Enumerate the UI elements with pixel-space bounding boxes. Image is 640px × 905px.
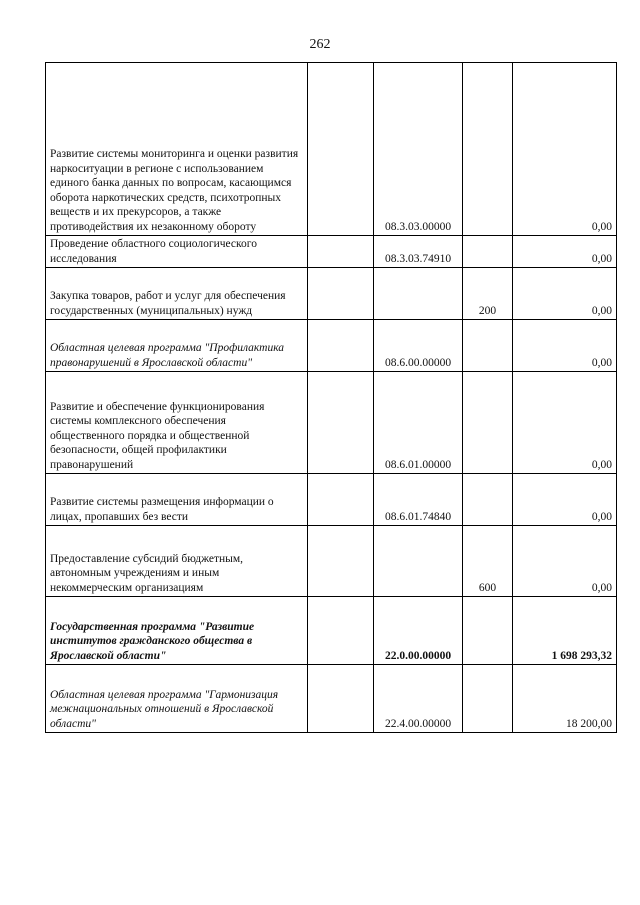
target-article-code: 08.3.03.00000 — [374, 63, 463, 236]
amount: 0,00 — [513, 526, 617, 597]
empty-cell — [308, 665, 374, 733]
expense-type-code — [463, 372, 513, 474]
amount: 0,00 — [513, 268, 617, 320]
expense-type-code: 200 — [463, 268, 513, 320]
amount: 0,00 — [513, 372, 617, 474]
row-name: Предоставление субсидий бюджетным, автономным учреждениям и иным некоммерческим организациям — [46, 526, 308, 597]
table-row — [46, 526, 617, 597]
amount: 1 698 293,32 — [513, 597, 617, 665]
expense-type-code — [463, 236, 513, 268]
expense-type-code — [463, 474, 513, 526]
empty-cell — [308, 526, 374, 597]
expense-type-code — [463, 597, 513, 665]
row-name: Развитие и обеспечение функционирования системы комплексного обеспечения общественного порядка и общественной безопасности, общей профилактики правонарушений — [46, 372, 308, 474]
row-name: Развитие системы мониторинга и оценки развития наркоситуации в регионе с использованием единого банка данных по вопросам, касающимся оборота наркотических средств, психотропных веществ и их прекурсоров, а также противодействия их незаконному обороту — [46, 63, 308, 236]
target-article-code — [374, 268, 463, 320]
empty-cell — [308, 474, 374, 526]
amount: 18 200,00 — [513, 665, 617, 733]
amount: 0,00 — [513, 236, 617, 268]
table-row — [46, 597, 617, 665]
table-row — [46, 665, 617, 733]
row-name: Областная целевая программа "Гармонизация межнациональных отношений в Ярославской области" — [46, 665, 308, 733]
page-number: 262 — [309, 37, 331, 52]
row-name: Проведение областного социологического исследования — [46, 236, 308, 268]
target-article-code: 22.0.00.00000 — [374, 597, 463, 665]
amount: 0,00 — [513, 474, 617, 526]
row-name: Государственная программа "Развитие институтов гражданского общества в Ярославской области" — [46, 597, 308, 665]
target-article-code: 08.3.03.74910 — [374, 236, 463, 268]
table-row — [46, 320, 617, 372]
empty-cell — [308, 372, 374, 474]
empty-cell — [308, 268, 374, 320]
table-row — [46, 268, 617, 320]
empty-cell — [308, 236, 374, 268]
empty-cell — [308, 63, 374, 236]
empty-cell — [308, 597, 374, 665]
target-article-code: 08.6.01.00000 — [374, 372, 463, 474]
table-row — [46, 372, 617, 474]
empty-cell — [308, 320, 374, 372]
table-row — [46, 474, 617, 526]
row-name: Закупка товаров, работ и услуг для обеспечения государственных (муниципальных) нужд — [46, 268, 308, 320]
row-name: Областная целевая программа "Профилактика правонарушений в Ярославской области" — [46, 320, 308, 372]
expense-type-code — [463, 320, 513, 372]
target-article-code: 08.6.00.00000 — [374, 320, 463, 372]
target-article-code: 08.6.01.74840 — [374, 474, 463, 526]
target-article-code — [374, 526, 463, 597]
amount: 0,00 — [513, 320, 617, 372]
amount: 0,00 — [513, 63, 617, 236]
expense-type-code — [463, 665, 513, 733]
expense-type-code — [463, 63, 513, 236]
expense-type-code: 600 — [463, 526, 513, 597]
table-row — [46, 63, 617, 236]
target-article-code: 22.4.00.00000 — [374, 665, 463, 733]
row-name: Развитие системы размещения информации о лицах, пропавших без вести — [46, 474, 308, 526]
budget-table — [45, 62, 617, 733]
table-row — [46, 236, 617, 268]
